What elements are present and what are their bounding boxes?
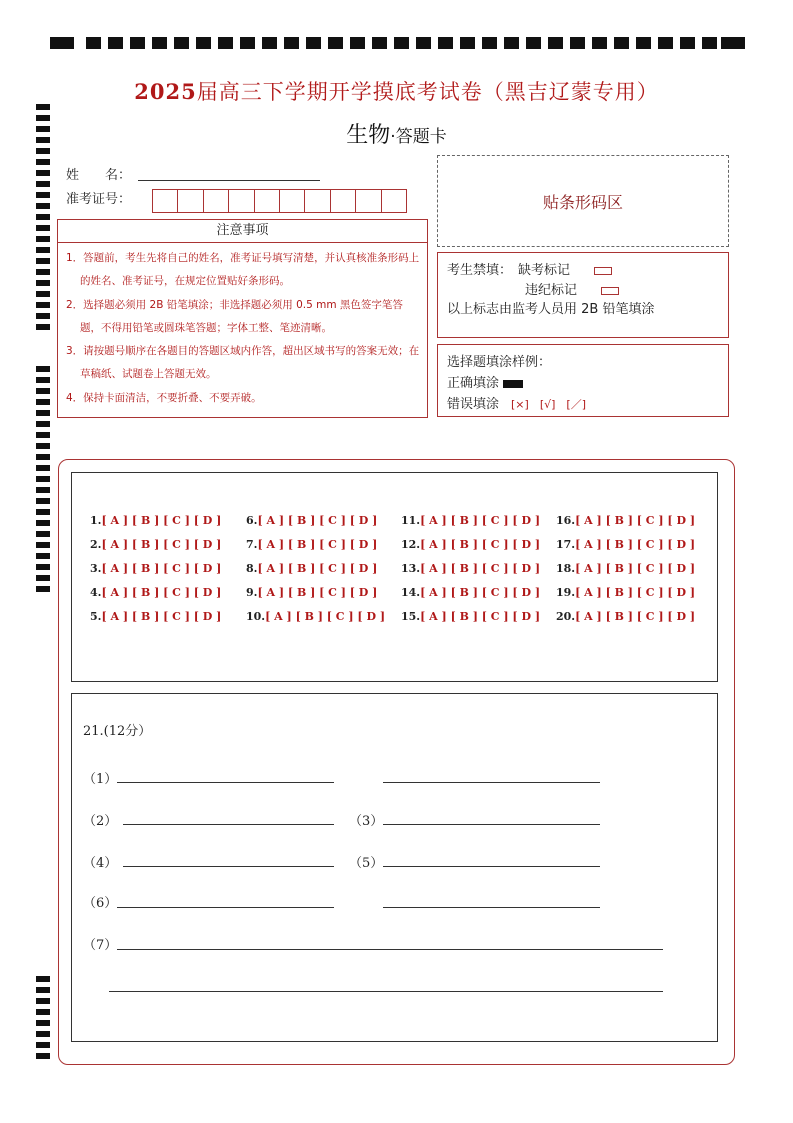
id-digit-box[interactable] [355,189,381,213]
choice-item[interactable] [556,538,695,551]
timing-mark [36,203,50,209]
choice-item[interactable] [556,610,695,623]
choice-options[interactable]: [ A ] [ B ] [ C ] [ D ] [420,538,541,551]
choice-options[interactable]: [ A ] [ B ] [ C ] [ D ] [575,538,696,551]
answer-label-5: （5） [349,856,384,871]
subject-name: 生物 [346,123,391,148]
choice-options[interactable]: [ A ] [ B ] [ C ] [ D ] [575,586,696,599]
choice-options[interactable]: [ A ] [ B ] [ C ] [ D ] [575,562,696,575]
question-21-box [71,693,718,1042]
timing-mark [36,302,50,308]
timing-mark [36,432,50,438]
timing-mark [36,170,50,176]
choice-options[interactable]: [ A ] [ B ] [ C ] [ D ] [420,562,541,575]
answer-line-4[interactable] [123,866,334,867]
timing-mark [504,37,519,49]
timing-mark [50,37,74,49]
timing-mark [36,388,50,394]
timing-mark [36,225,50,231]
timing-mark [36,1031,50,1037]
choice-item[interactable] [401,538,540,551]
choice-options[interactable]: [ A ] [ B ] [ C ] [ D ] [265,610,386,623]
choice-item[interactable] [90,610,221,623]
timing-mark [328,37,343,49]
answer-label-2: （2） [83,814,118,829]
choice-number: 3. [90,562,102,575]
choice-options[interactable]: [ A ] [ B ] [ C ] [ D ] [101,562,222,575]
timing-mark [196,37,211,49]
choice-options[interactable]: [ A ] [ B ] [ C ] [ D ] [101,586,222,599]
timing-mark [570,37,585,49]
timing-mark [36,509,50,515]
correct-fill-mark [503,380,523,388]
choice-item[interactable] [90,514,221,527]
choice-number: 2. [90,538,102,551]
absent-row [447,259,612,278]
timing-mark [482,37,497,49]
answer-line-1b[interactable] [383,782,600,783]
page-title [0,76,793,106]
correct-fill-label: 正确填涂 [447,376,500,391]
choice-number: 19. [556,586,576,599]
timing-mark [36,377,50,383]
title-text: 届高三下学期开学摸底考试卷（黑吉辽蒙专用） [196,80,659,104]
timing-mark [526,37,541,49]
choice-options[interactable]: [ A ] [ B ] [ C ] [ D ] [575,610,696,623]
timing-mark [36,366,50,372]
answer-label-4: （4） [83,856,118,871]
subject-suffix: ·答题卡 [390,127,447,147]
answer-label-3: （3） [349,814,384,829]
timing-mark [152,37,167,49]
proctor-marks-box [437,252,729,338]
answer-label-7: （7） [83,938,118,953]
barcode-label: 贴条形码区 [542,192,623,212]
timing-mark [394,37,409,49]
timing-mark [372,37,387,49]
wrong-fill-label: 错误填涂 [447,397,500,412]
timing-mark [36,520,50,526]
choice-number: 6. [246,514,258,527]
id-digit-box[interactable] [304,189,330,213]
timing-mark [460,37,475,49]
choice-item[interactable] [556,562,695,575]
timing-mark [36,236,50,242]
timing-mark [592,37,607,49]
choice-number: 5. [90,610,102,623]
timing-mark [36,476,50,482]
id-digit-box[interactable] [381,189,407,213]
fill-example-box [437,344,729,417]
choice-options[interactable]: [ A ] [ B ] [ C ] [ D ] [257,514,378,527]
timing-mark [36,454,50,460]
forbid-note: 以上标志由监考人员用 2B 铅笔填涂 [447,302,655,317]
answer-line-1[interactable] [117,782,334,783]
timing-mark [36,553,50,559]
timing-mark [548,37,563,49]
timing-mark [36,192,50,198]
timing-mark [658,37,673,49]
choice-item[interactable] [90,538,221,551]
choice-item[interactable] [556,586,695,599]
choice-options[interactable]: [ A ] [ B ] [ C ] [ D ] [257,562,378,575]
forbid-label: 考生禁填： [447,263,513,278]
choice-item[interactable] [90,586,221,599]
choice-item[interactable] [246,514,377,527]
timing-mark [636,37,651,49]
timing-mark [36,998,50,1004]
exam-id-label: 准考证号： [66,192,132,207]
timing-mark [36,269,50,275]
timing-mark [36,421,50,427]
fill-example-title: 选择题填涂样例： [447,355,552,370]
timing-mark [36,324,50,330]
choice-number: 16. [556,514,576,527]
exam-id-boxes[interactable] [152,189,406,213]
choice-item[interactable] [246,538,377,551]
choice-item[interactable] [556,514,695,527]
answer-label-6: （6） [83,896,118,911]
id-digit-box[interactable] [254,189,280,213]
answer-line-7b[interactable] [109,991,663,992]
name-label: 姓 名： [66,168,132,183]
id-digit-box[interactable] [203,189,229,213]
choice-number: 15. [401,610,421,623]
barcode-area [437,155,729,247]
choice-options[interactable]: [ A ] [ B ] [ C ] [ D ] [257,538,378,551]
timing-mark [262,37,277,49]
timing-mark [36,542,50,548]
violation-label: 违纪标记 [525,283,578,298]
choice-number: 18. [556,562,576,575]
timing-mark [36,159,50,165]
answer-line-3[interactable] [383,824,600,825]
timing-mark [174,37,189,49]
choice-number: 9. [246,586,258,599]
side-timing-marks-lower [36,976,50,1064]
answer-line-5[interactable] [383,866,600,867]
choice-item[interactable] [246,562,377,575]
answer-line-2[interactable] [123,824,334,825]
question-21-title: 21.(12分） [83,724,152,739]
timing-mark [36,258,50,264]
timing-mark [306,37,321,49]
side-timing-marks-middle [36,366,50,597]
timing-mark [36,1020,50,1026]
timing-mark [36,1042,50,1048]
subject-title [0,118,793,149]
timing-mark [86,37,101,49]
choice-item[interactable] [90,562,221,575]
timing-mark [36,291,50,297]
timing-mark [130,37,145,49]
absent-label: 缺考标记 [518,263,571,278]
timing-mark [416,37,431,49]
timing-mark [36,399,50,405]
timing-mark [36,487,50,493]
timing-mark [36,1009,50,1015]
correct-fill-row [447,372,523,391]
choice-number: 17. [556,538,576,551]
notice-item: 1．答题前，考生先将自己的姓名，准考证号填写清楚，并认真核准条形码上的姓名、准考证号，在规定位置贴好条形码。 [66,252,420,288]
timing-mark [36,181,50,187]
timing-mark [284,37,299,49]
choice-number: 20. [556,610,576,623]
notice-body [57,243,428,418]
timing-mark [36,410,50,416]
timing-mark [702,37,717,49]
timing-mark [36,531,50,537]
answer-line-6[interactable] [117,907,334,908]
choice-number: 10. [246,610,266,623]
timing-mark [36,1053,50,1059]
choice-item[interactable] [401,562,540,575]
choice-options[interactable]: [ A ] [ B ] [ C ] [ D ] [420,610,541,623]
id-digit-box[interactable] [279,189,305,213]
id-digit-box[interactable] [228,189,254,213]
timing-mark [36,465,50,471]
title-year: 2025 [134,79,197,104]
choice-number: 4. [90,586,102,599]
id-digit-box[interactable] [177,189,203,213]
timing-mark [36,247,50,253]
multiple-choice-box [71,472,718,682]
notice-item: 3．请按题号顺序在各题目的答题区域内作答，超出区域书写的答案无效；在草稿纸、试题卷上答题无效。 [66,345,420,381]
choice-number: 14. [401,586,421,599]
timing-mark [36,575,50,581]
timing-mark [36,976,50,982]
choice-number: 12. [401,538,421,551]
id-digit-box[interactable] [330,189,356,213]
choice-options[interactable]: [ A ] [ B ] [ C ] [ D ] [101,610,222,623]
choice-options[interactable]: [ A ] [ B ] [ C ] [ D ] [257,586,378,599]
timing-mark [240,37,255,49]
timing-mark [108,37,123,49]
answer-line-6b[interactable] [383,907,600,908]
choice-number: 8. [246,562,258,575]
choice-options[interactable]: [ A ] [ B ] [ C ] [ D ] [575,514,696,527]
timing-mark [36,280,50,286]
notice-heading: 注意事项 [57,219,428,243]
timing-mark [36,564,50,570]
timing-mark [350,37,365,49]
notice-item: 2．选择题必须用 2B 铅笔填涂；非选择题必须用 0.5 mm 黑色签字笔答题，不得用铅笔或圆珠笔答题；字体工整、笔迹清晰。 [66,298,403,334]
timing-mark [36,214,50,220]
choice-number: 13. [401,562,421,575]
choice-options[interactable]: [ A ] [ B ] [ C ] [ D ] [420,586,541,599]
choice-item[interactable] [246,586,377,599]
choice-options[interactable]: [ A ] [ B ] [ C ] [ D ] [420,514,541,527]
timing-mark [680,37,695,49]
timing-mark [36,443,50,449]
timing-mark [36,498,50,504]
top-timing-marks [50,37,745,49]
absent-mark-box[interactable] [594,267,612,275]
notice-item: 4．保持卡面清洁，不要折叠、不要弄破。 [66,391,262,404]
choice-item[interactable] [401,586,540,599]
wrong-fill-row [447,393,586,412]
name-field[interactable] [138,180,320,181]
timing-mark [721,37,745,49]
timing-mark [36,987,50,993]
choice-item[interactable] [401,514,540,527]
violation-mark-box[interactable] [601,287,619,295]
answer-line-7[interactable] [117,949,663,950]
choice-number: 1. [90,514,102,527]
choice-options[interactable]: [ A ] [ B ] [ C ] [ D ] [101,538,222,551]
answer-label-1: （1） [83,772,118,787]
timing-mark [438,37,453,49]
choice-number: 11. [401,514,421,527]
timing-mark [36,586,50,592]
timing-mark [218,37,233,49]
choice-number: 7. [246,538,258,551]
wrong-fill-marks: [×] [√] [／] [511,398,586,411]
timing-mark [36,313,50,319]
choice-options[interactable]: [ A ] [ B ] [ C ] [ D ] [101,514,222,527]
choice-item[interactable] [246,610,385,623]
violation-row [525,279,619,298]
choice-item[interactable] [401,610,540,623]
timing-mark [614,37,629,49]
id-digit-box[interactable] [152,189,178,213]
